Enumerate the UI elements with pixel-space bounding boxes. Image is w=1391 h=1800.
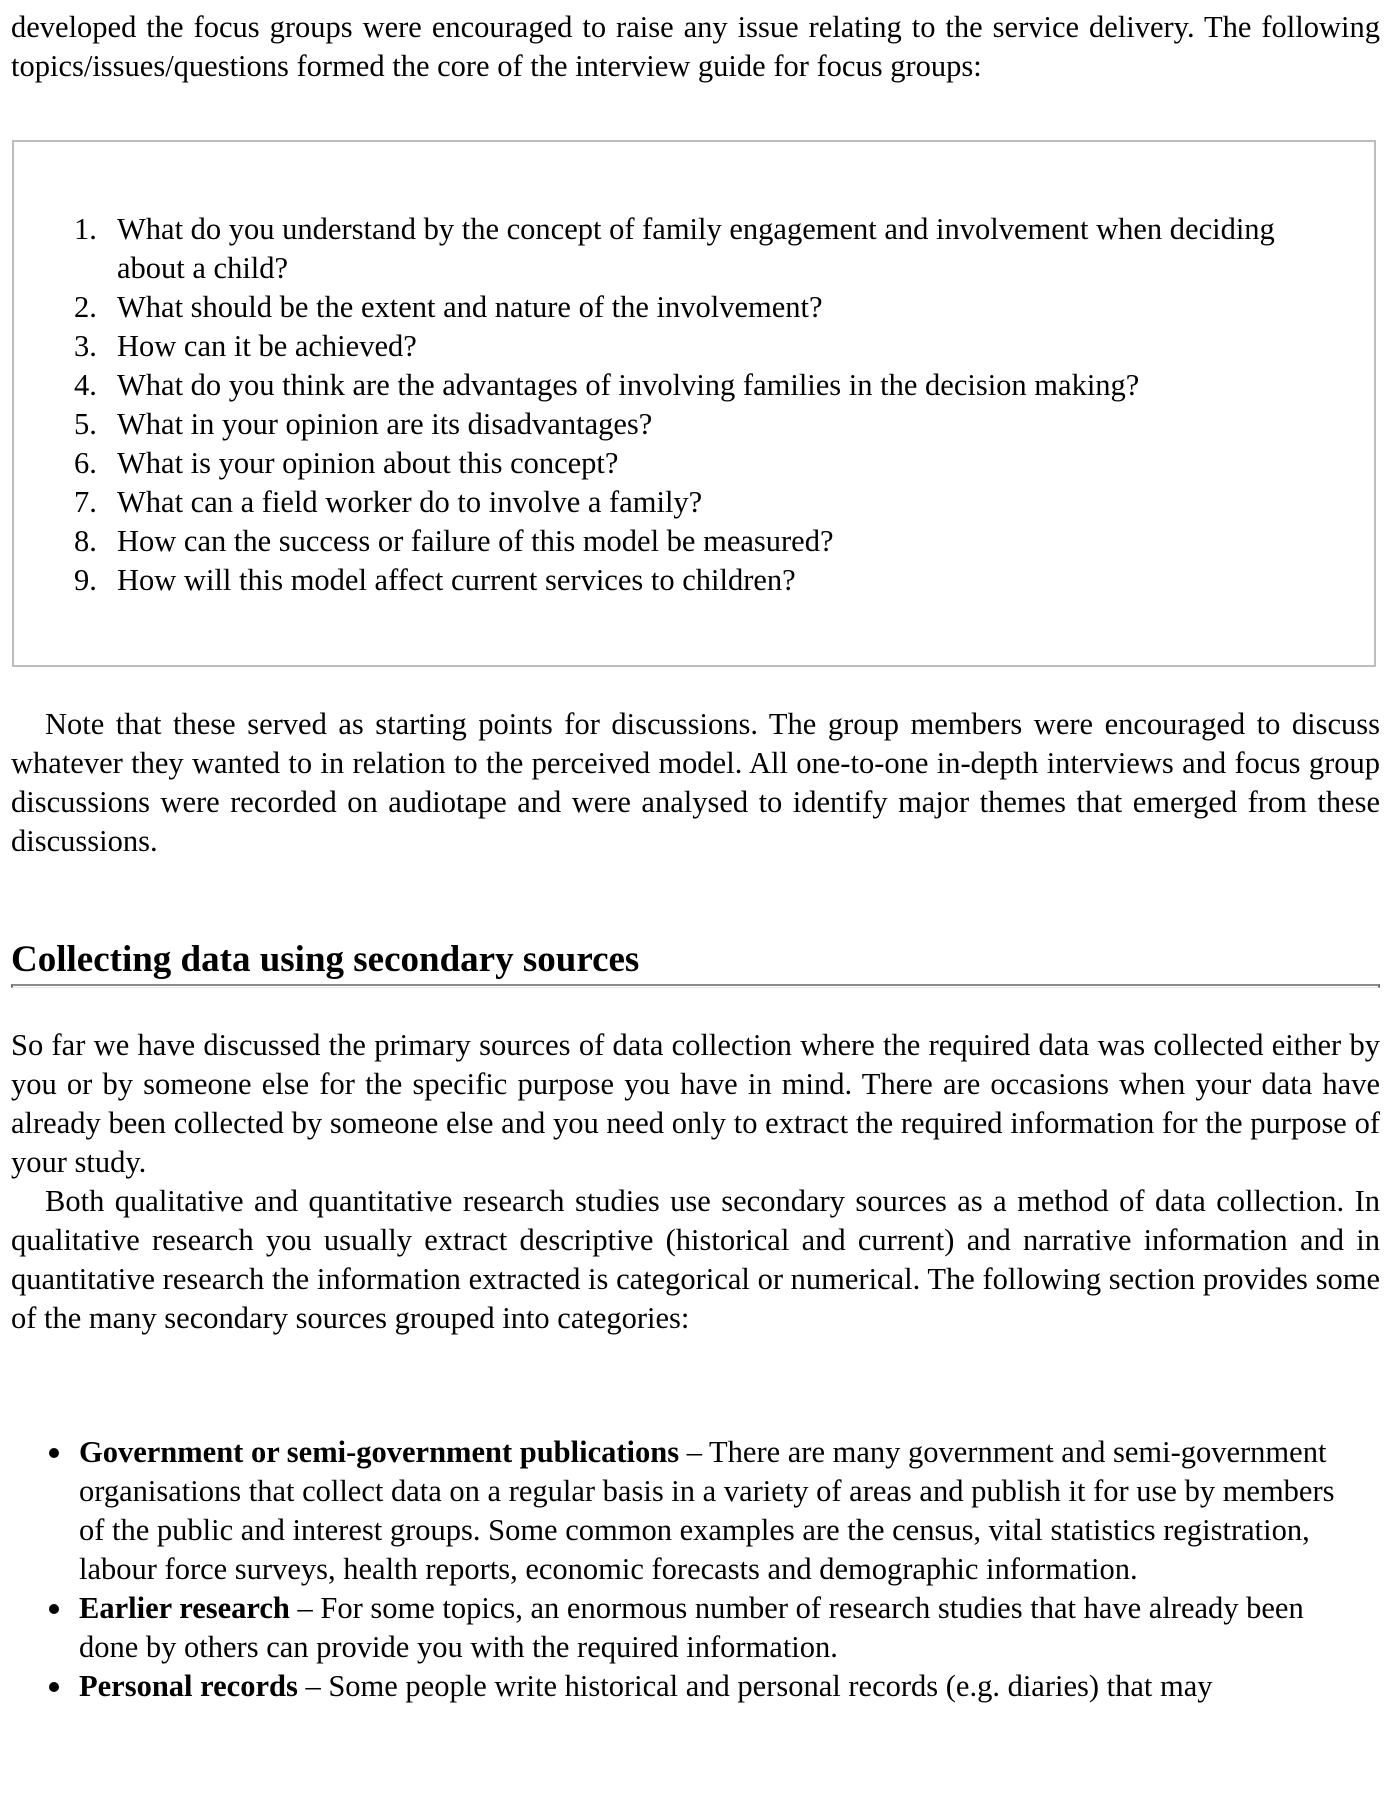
list-item bbox=[14, 444, 1314, 483]
intro-paragraph: developed the focus groups were encouraged to raise any issue relating to the service delivery. The following topics/issues/questions formed the core of the interview guide for focus groups: bbox=[11, 10, 1380, 83]
list-item bbox=[11, 1667, 1351, 1706]
source-description: – For some topics, an enormous number of research studies that have already been done by others can provide you with the required information. bbox=[79, 1591, 1304, 1664]
item-text: How can the success or failure of this model be measured? bbox=[117, 524, 834, 558]
item-number: 5. bbox=[74, 407, 97, 441]
item-text: What is your opinion about this concept? bbox=[117, 446, 619, 480]
item-number: 9. bbox=[74, 563, 97, 597]
item-number: 6. bbox=[74, 446, 97, 480]
list-item bbox=[14, 483, 1314, 522]
source-title: Personal records bbox=[79, 1669, 298, 1703]
source-description: – There are many government and semi-government organisations that collect data on a regular basis in a variety of areas and publish it for use by members of the public and interest groups. Some common examples are the census, vital statistics registration, labour force surveys, health reports, economic forecasts and demographic information. bbox=[79, 1435, 1335, 1586]
item-number: 1. bbox=[74, 212, 97, 246]
source-title: Government or semi-government publications bbox=[79, 1435, 680, 1469]
list-item bbox=[14, 210, 1314, 288]
interview-guide-box bbox=[12, 140, 1376, 667]
item-number: 8. bbox=[74, 524, 97, 558]
list-item bbox=[14, 522, 1314, 561]
item-number: 2. bbox=[74, 290, 97, 324]
note-paragraph: Note that these served as starting points for discussions. The group members were encouraged to discuss whatever they wanted to in relation to the perceived model. All one-to-one in-depth interviews and focus group discussions were recorded on audiotape and were analysed to identify major themes that emerged from these discussions. bbox=[11, 707, 1380, 858]
list-item bbox=[14, 405, 1314, 444]
heading-divider bbox=[11, 984, 1380, 988]
item-number: 3. bbox=[74, 329, 97, 363]
interview-questions-list bbox=[14, 210, 1314, 600]
list-item bbox=[14, 561, 1314, 600]
bullet-icon bbox=[49, 1448, 59, 1458]
source-description: – Some people write historical and personal records (e.g. diaries) that may bbox=[297, 1669, 1213, 1703]
list-item bbox=[11, 1433, 1351, 1589]
secondary-sources-list bbox=[11, 1433, 1351, 1706]
source-title: Earlier research bbox=[79, 1591, 290, 1625]
list-item bbox=[14, 288, 1314, 327]
item-text: What do you think are the advantages of involving families in the decision making? bbox=[117, 368, 1140, 402]
item-text: What do you understand by the concept of family engagement and involvement when deciding about a child? bbox=[117, 212, 1275, 285]
item-text: How will this model affect current services to children? bbox=[117, 563, 796, 597]
item-text: What can a field worker do to involve a family? bbox=[117, 485, 703, 519]
item-number: 7. bbox=[74, 485, 97, 519]
body-paragraph: Both qualitative and quantitative research studies use secondary sources as a method of data collection. In qualitative research you usually extract descriptive (historical and current) and narrative information and in quantitative research the information extracted is categorical or numerical. The following section provides some of the many secondary sources grouped into categories: bbox=[11, 1184, 1380, 1335]
bullet-icon bbox=[49, 1682, 59, 1692]
section-heading: Collecting data using secondary sources bbox=[11, 939, 640, 980]
list-item bbox=[14, 366, 1314, 405]
item-text: What should be the extent and nature of the involvement? bbox=[117, 290, 823, 324]
item-text: What in your opinion are its disadvantages? bbox=[117, 407, 653, 441]
item-number: 4. bbox=[74, 368, 97, 402]
item-text: How can it be achieved? bbox=[117, 329, 417, 363]
body-paragraph: So far we have discussed the primary sources of data collection where the required data was collected either by you or by someone else for the specific purpose you have in mind. There are occasions when your data have already been collected by someone else and you need only to extract the required information for the purpose of your study. bbox=[11, 1028, 1380, 1179]
bullet-icon bbox=[49, 1604, 59, 1614]
list-item bbox=[11, 1589, 1351, 1667]
list-item bbox=[14, 327, 1314, 366]
